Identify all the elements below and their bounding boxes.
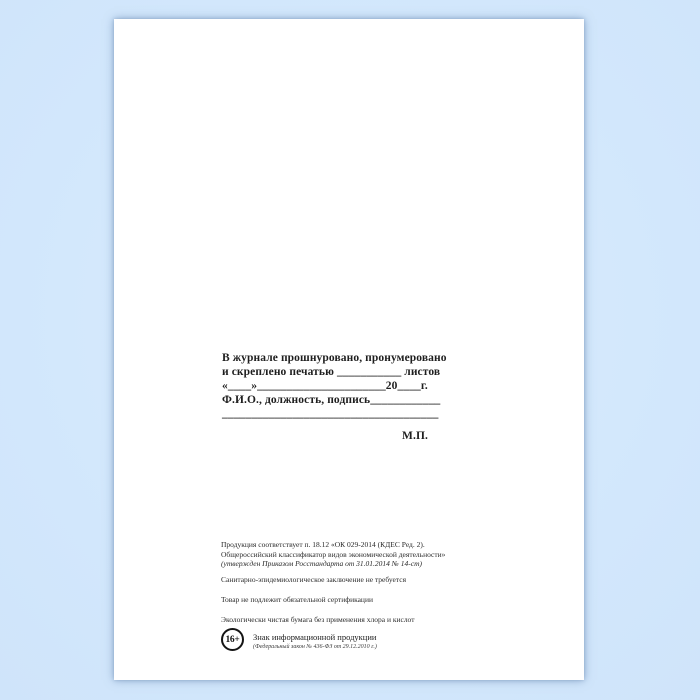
binding-statement-block — [222, 351, 447, 443]
certification-statement: Товар не подлежит обязательной сертификации — [221, 594, 373, 604]
binding-statement-line: и скреплено печатью ___________ листов — [222, 366, 441, 378]
age-rating-title: Знак информационной продукции — [253, 632, 377, 642]
age-rating-row — [221, 628, 377, 651]
binding-statement-line: «____»______________________20____г. — [222, 380, 428, 392]
binding-statement-line: Ф.И.О., должность, подпись____________ — [222, 394, 441, 406]
age-16plus-badge-icon: 16+ — [221, 628, 244, 651]
sanitary-statement: Санитарно-эпидемиологическое заключение не требуется — [221, 575, 407, 585]
okved-approval-line: (утвержден Приказом Росстандарта от 31.01.2014 № 14-ст) — [221, 559, 422, 569]
okved-line: Общероссийский классификатор видов экономической деятельности» — [221, 549, 446, 559]
eco-paper-statement: Экологически чистая бумага без применения хлора и кислот — [221, 614, 415, 624]
signature-blank-line: _____________________________________ — [222, 408, 439, 420]
okved-statement — [221, 540, 445, 569]
okved-line: Продукция соответствует п. 18.12 «ОК 029-2014 (КДЕС Ред. 2). — [221, 540, 425, 549]
binding-statement-line: В журнале прошнуровано, пронумеровано — [222, 352, 447, 364]
age-rating-law-reference: (Федеральный закон № 436-ФЗ от 29.12.2010 г.) — [253, 643, 377, 650]
document-page — [114, 19, 584, 680]
compliance-block — [221, 540, 445, 624]
stamp-place-abbr: М.П. — [402, 430, 428, 442]
age-rating-text — [253, 628, 377, 651]
